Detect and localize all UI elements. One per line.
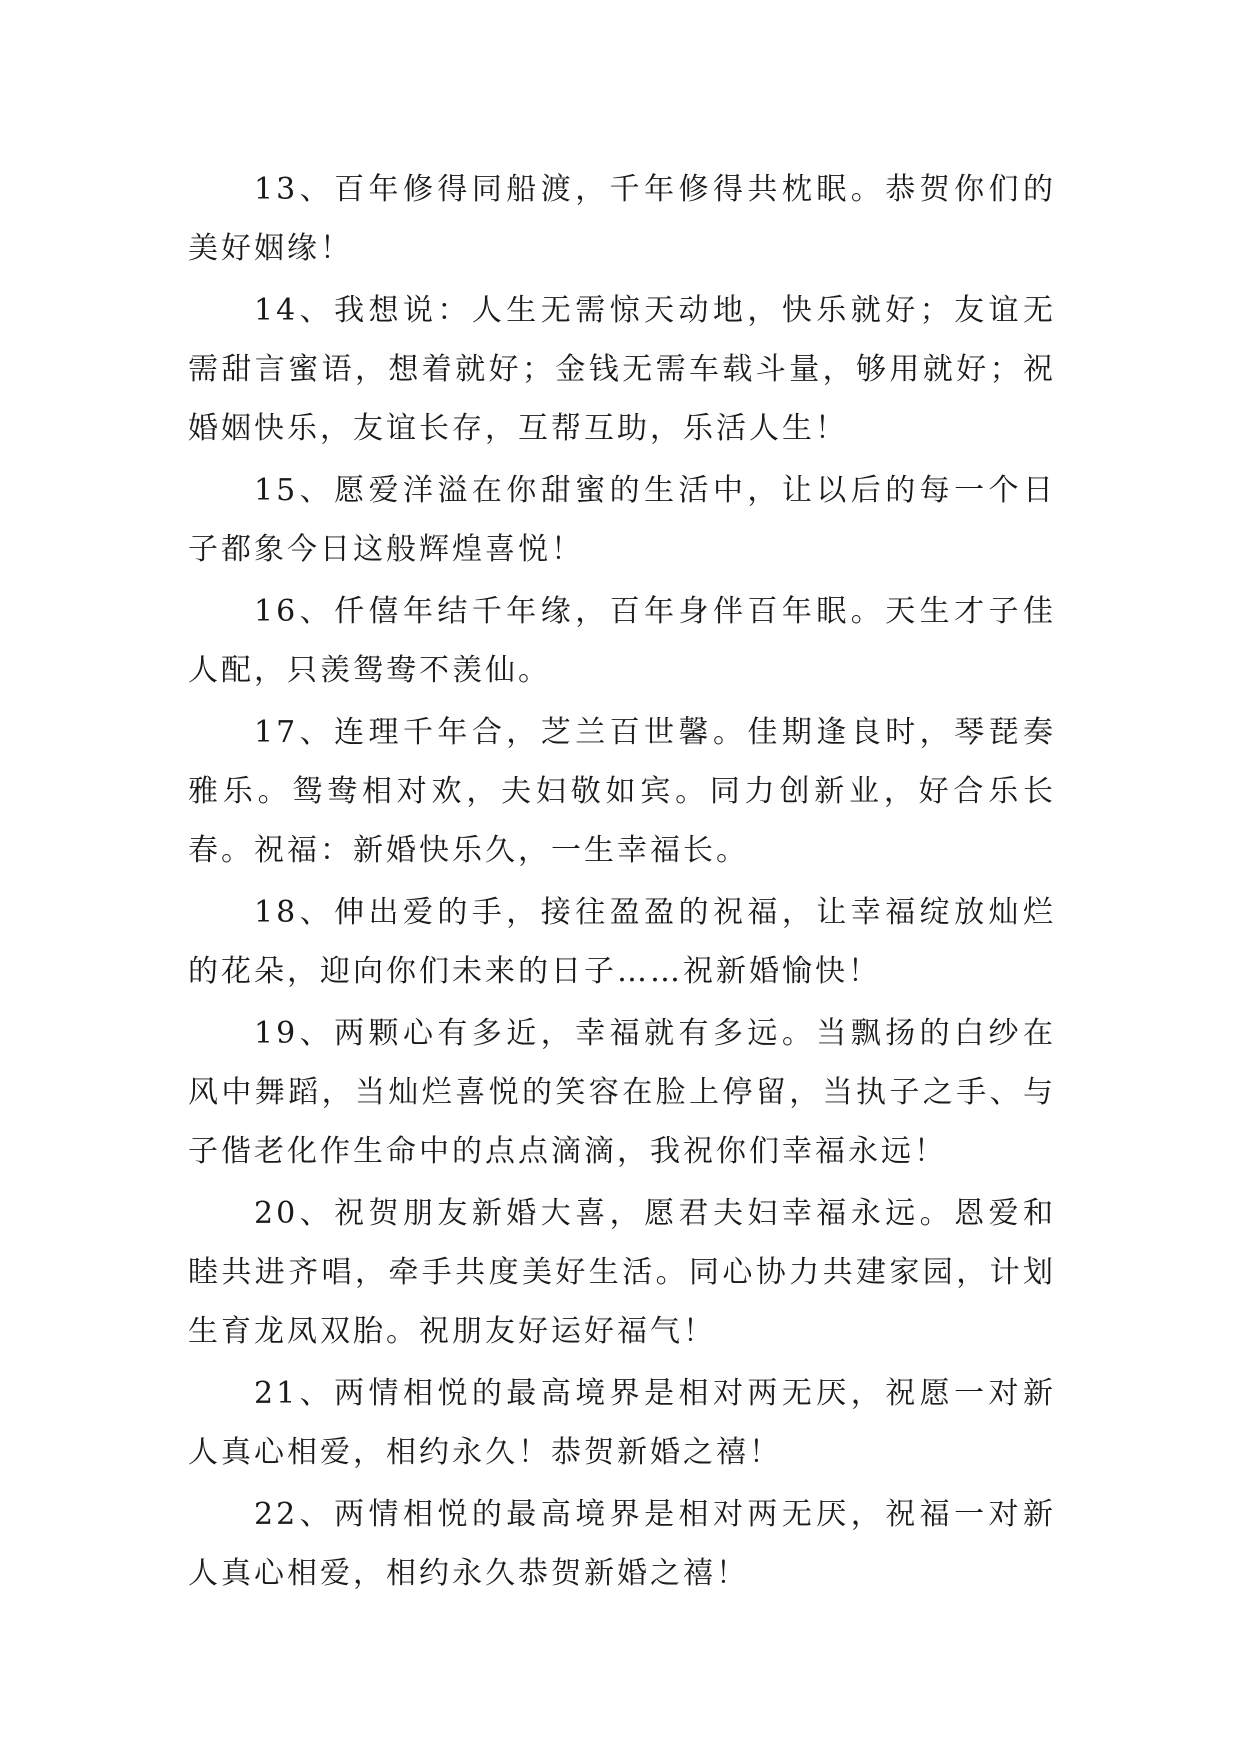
document-body <box>188 160 1056 1606</box>
paragraph-18: 18、伸出爱的手，接往盈盈的祝福，让幸福绽放灿烂的花朵，迎向你们未来的日子……祝新婚愉快！ <box>188 895 1056 989</box>
paragraph-15: 15、愿爱洋溢在你甜蜜的生活中，让以后的每一个日子都象今日这般辉煌喜悦！ <box>188 473 1056 567</box>
paragraph-20: 20、祝贺朋友新婚大喜，愿君夫妇幸福永远。恩爱和睦共进齐唱，牵手共度美好生活。同心协力共建家园，计划生育龙凤双胎。祝朋友好运好福气！ <box>188 1196 1056 1349</box>
paragraph-14: 14、我想说：人生无需惊天动地，快乐就好；友谊无需甜言蜜语，想着就好；金钱无需车载斗量，够用就好；祝婚姻快乐，友谊长存，互帮互助，乐活人生！ <box>188 293 1056 446</box>
paragraph-13: 13、百年修得同船渡，千年修得共枕眠。恭贺你们的美好姻缘！ <box>188 172 1056 266</box>
paragraph-17: 17、连理千年合，芝兰百世馨。佳期逢良时，琴琵奏雅乐。鸳鸯相对欢，夫妇敬如宾。同力创新业，好合乐长春。祝福：新婚快乐久，一生幸福长。 <box>188 715 1056 868</box>
paragraph-19: 19、两颗心有多近，幸福就有多远。当飘扬的白纱在风中舞蹈，当灿烂喜悦的笑容在脸上停留，当执子之手、与子偕老化作生命中的点点滴滴，我祝你们幸福永远！ <box>188 1016 1056 1169</box>
paragraph-16: 16、仟僖年结千年缘，百年身伴百年眠。天生才子佳人配，只羡鸳鸯不羡仙。 <box>188 594 1056 688</box>
paragraph-22: 22、两情相悦的最高境界是相对两无厌，祝福一对新人真心相爱，相约永久恭贺新婚之禧！ <box>188 1497 1056 1591</box>
paragraph-21: 21、两情相悦的最高境界是相对两无厌，祝愿一对新人真心相爱，相约永久！恭贺新婚之禧！ <box>188 1376 1056 1470</box>
